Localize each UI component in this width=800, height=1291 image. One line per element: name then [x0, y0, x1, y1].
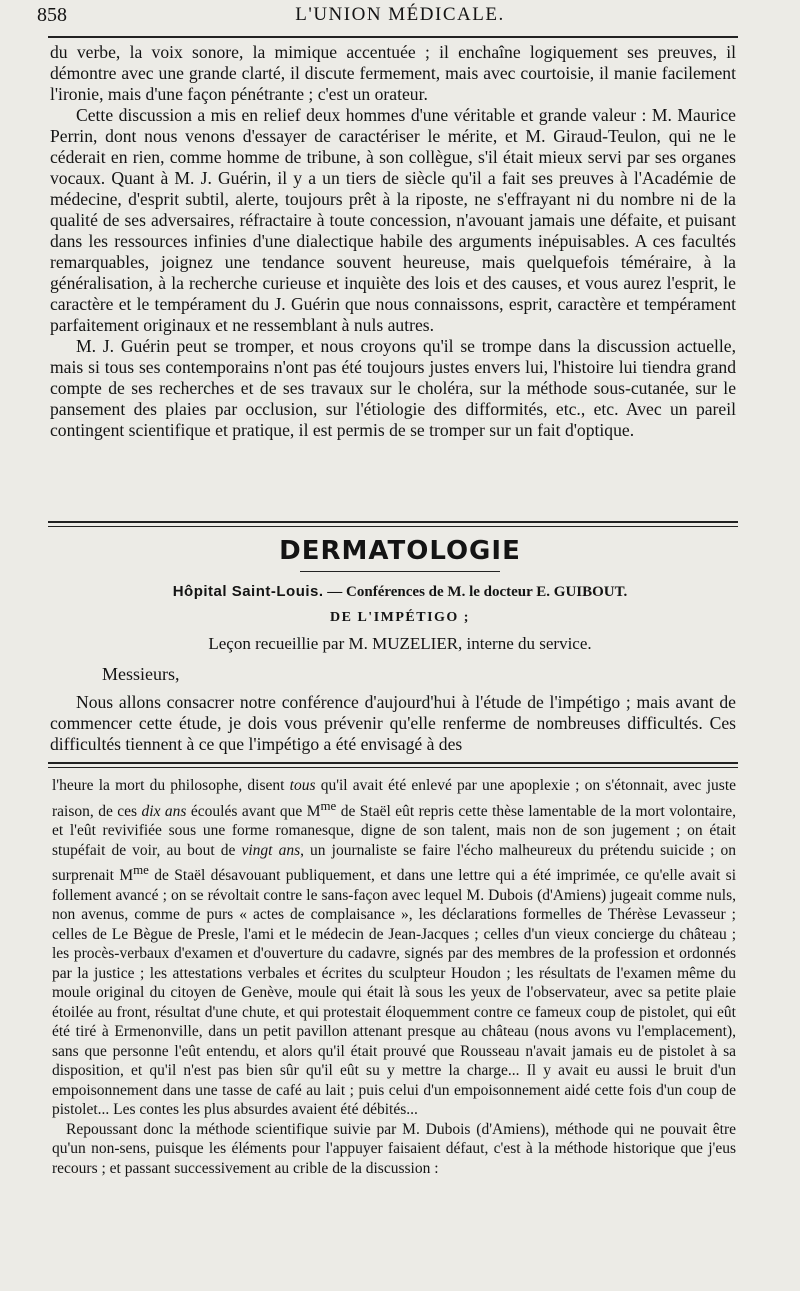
conference-credit: — Conférences de M. le docteur E. GUIBOUT. [323, 584, 628, 600]
text-run: l'heure la mort du philosophe, disent [52, 777, 290, 794]
italic-run: tous [289, 777, 316, 794]
header-rule [48, 36, 738, 38]
running-header [0, 0, 800, 34]
text-run: qu'il avait été enlevé par une apoplexie ; on s'étonnait, avec juste raison, de ces [52, 777, 737, 820]
lecture-note: Leçon recueillie par M. MUZELIER, interne du service. [208, 634, 592, 653]
article-body [50, 42, 736, 441]
superscript: me [133, 862, 149, 878]
feuilleton-rule-top [48, 762, 738, 764]
article-paragraph: du verbe, la voix sonore, la mimique accentuée ; il enchaîne logiquement ses preuves, il démontre avec une grande clarté, il discute fermement, mais avec courtoisie, il manie facilement l'ironie, mais d'une façon pénétrante ; c'est un orateur. [50, 42, 736, 104]
salutation: Messieurs, [102, 664, 180, 684]
section-rule-top [48, 521, 738, 523]
text-run: de Staël désavouant publiquement, et dans une lettre qui a été imprimée, ce qu'elle avait si follement avancé ; on se révoltait contre le sans-façon avec lequel M. Dubois (d'Amiens) jugeait comme nuls, non avenus, comme de purs « actes de complaisance », les déclarations formelles de Thérèse Levasseur ; celles de Le Bègue de Presle, l'ami et le médecin de Jean-Jacques ; celles d'un vieux concierge du château ; les procès-verbaux d'examen et d'ouverture du cadavre, signés par des membres de la profession et ordonnés par la justice ; les attestations verbales et écrites du sculpteur Houdon ; les résultats de l'examen même du moule original du citoyen de Genève, moule qui était là sous les yeux de l'observateur, avec sa petite plaie étoilée au front, résultat d'une chute, et qui protestait éloquemment contre ce fameux coup de pistolet, qui eût été tiré à Ermenonville, dans un petit pavillon attenant presque au château (nous avons vu l'emplacement), sans que personne l'eût entendu, et alors qu'il était prouvé que Rousseau n'avait jamais eu de pistolet à sa disposition, et qu'il n'est pas bien sûr qu'il eût su y mettre la charge... Il y avait eu aussi le bruit d'un empoisonnement dans une tasse de café au lait ; puis celui d'un empoisonnement aidé cette fois d'un coup de pistolet... Les contes les plus absurdes avaient été débités... [52, 867, 737, 1119]
feuilleton-rule-inner [48, 767, 738, 768]
section-intro: Nous allons consacrer notre conférence d'aujourd'hui à l'étude de l'impétigo ; mais avant de commencer cette étude, je dois vous prévenir qu'elle renferme de nombreuses difficultés. Ces difficultés tiennent à ce que l'impétigo a été envisagé à des [50, 692, 736, 754]
superscript: me [320, 797, 337, 813]
article-paragraph: M. J. Guérin peut se tromper, et nous croyons qu'il se trompe dans la discussion actuelle, mais si tous ses contemporains n'ont pas été toujours justes envers lui, l'histoire lui tiendra grand compte de ses recherches et de ses travaux sur le choléra, sur la méthode sous-cutanée, sur le pansement des plaies par occlusion, sur l'étiologie des difformités, etc., etc. Avec un pareil contingent scientifique et pratique, il est permis de se tromper sur un fait d'optique. [50, 336, 736, 440]
italic-run: dix ans [141, 802, 187, 820]
section-rule-inner [48, 526, 738, 527]
text-run: , un journaliste se faire l'écho malheureux du prétendu suicide ; on surprenait M [52, 841, 736, 885]
title-underline [300, 571, 500, 572]
text-run: de Staël eût repris cette thèse lamentable de la mort volontaire, et l'eût revivifiée sous une forme romanesque, digne de son talent, mais non de son jugement ; on était stupéfait de voir, au bout de [52, 802, 736, 859]
feuilleton [52, 776, 736, 1178]
lecture-subject: DE L'IMPÉTIGO ; [330, 610, 470, 625]
feuilleton-paragraph: Repoussant donc la méthode scientifique suivie par M. Dubois (d'Amiens), méthode qui ne pouvait être qu'un non-sens, puisque les éléments pour l'appuyer faisaient défaut, c'est à la méthode historique que j'eus recours ; et passant successivement au crible de la discussion : [52, 1120, 736, 1177]
hospital-name: Hôpital Saint-Louis. [172, 583, 324, 600]
section-body [50, 692, 736, 755]
journal-title: L'UNION MÉDICALE. [295, 4, 505, 25]
section-heading [0, 536, 800, 566]
page-number: 858 [37, 4, 67, 26]
hospital-line [0, 583, 800, 601]
italic-run: vingt ans [241, 841, 301, 859]
text-run: écoulés avant que M [186, 802, 321, 820]
article-paragraph: Cette discussion a mis en relief deux hommes d'une véritable et grande valeur : M. Maurice Perrin, dont nous venons d'essayer de caractériser le mérite, et M. Giraud-Teulon, qui ne le céderait en rien, comme homme de tribune, à son collègue, s'il était mieux servi par ses organes vocaux. Quant à M. J. Guérin, il y a un tiers de siècle qu'il a fait ses preuves à l'Académie de médecine, d'esprit subtil, alerte, toujours prêt à la riposte, ne s'effrayant ni du nombre ni de la qualité de ses adversaires, réfractaire à toute concession, n'avouant jamais une défaite, et puisant dans les ressources infinies d'une dialectique habile des arguments inépuisables. A ces facultés remarquables, joignez une tendance souvent heureuse, mais quelquefois téméraire, à la généralisation, à la recherche curieuse et inquiète des lois et des causes, et vous aurez l'esprit, le caractère et le tempérament du J. Guérin que nous connaissons, esprit, caractère et tempérament parfaitement originaux et ne ressemblant à nuls autres. [50, 105, 736, 335]
section-title: DERMATOLOGIE [279, 536, 521, 566]
feuilleton-paragraph [52, 776, 736, 1120]
